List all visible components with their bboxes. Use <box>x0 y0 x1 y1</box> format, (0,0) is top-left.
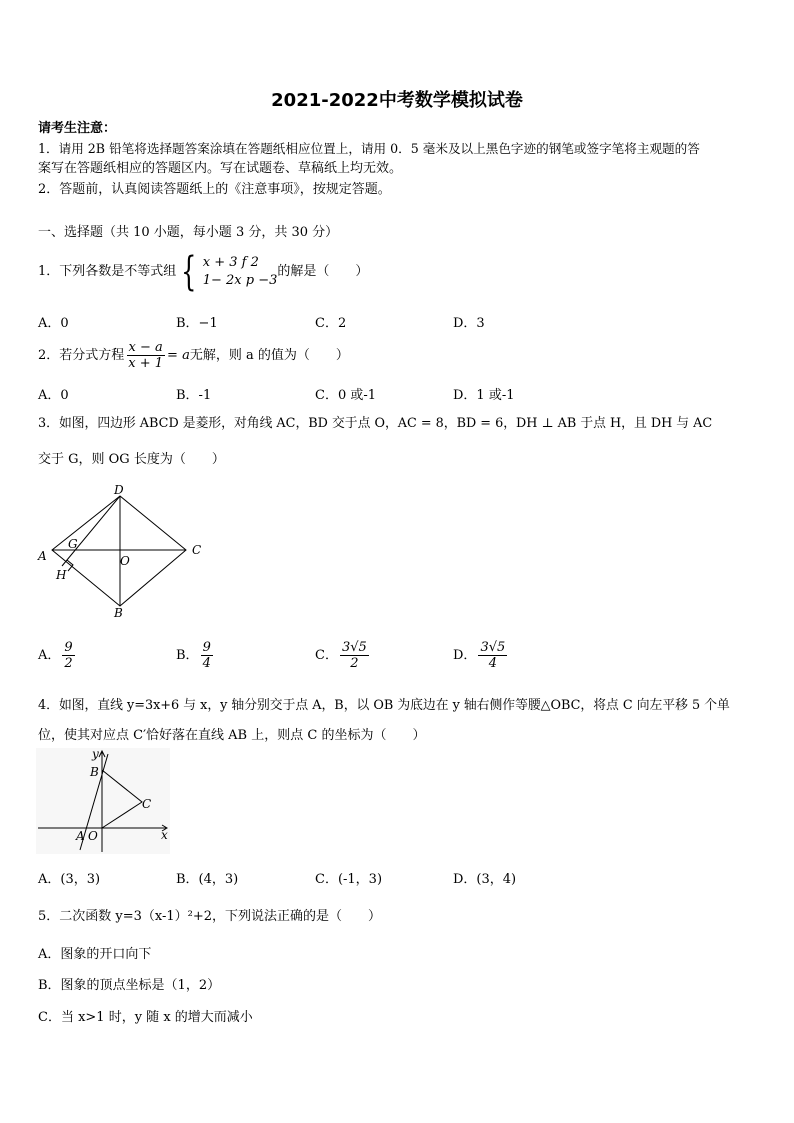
q3-option-a: A． $\frac{9}{2}$ <box>38 640 73 671</box>
q1-option-d: D．3 <box>453 316 485 331</box>
right-angle-mark <box>67 560 73 571</box>
q1-option-b: B．−1 <box>176 316 218 331</box>
q1-option-a: A．0 <box>38 316 69 331</box>
q4-option-b: B．(4，3) <box>176 872 239 887</box>
q1-inequality-system <box>176 248 278 295</box>
q2-numerator: x − a <box>128 340 163 355</box>
q3-option-c-frac: $\frac{3√5}{2}$ <box>341 640 367 671</box>
q1-option-c: C．2 <box>315 316 347 331</box>
q2-option-c: C．0 或-1 <box>315 388 377 403</box>
q3-option-c: C． $\frac{3√5}{2}$ <box>315 640 367 671</box>
label-x: x <box>161 828 168 842</box>
q3-option-b-frac: $\frac{9}{4}$ <box>202 640 211 671</box>
q3-option-a-frac: $\frac{9}{2}$ <box>64 640 73 671</box>
q1-suffix: 的解是（ ） <box>277 264 369 279</box>
rhombus-figure <box>34 482 214 622</box>
label-h: H <box>56 568 67 582</box>
q3-option-b: B． $\frac{9}{4}$ <box>176 640 211 671</box>
q2-option-d: D．1 或-1 <box>453 388 515 403</box>
notice-item1-line1: 1．请用 2B 铅笔将选择题答案涂填在答题纸相应位置上，请用 0．5 毫米及以上黑色字迹的钢笔或签字笔将主观题的答 <box>38 141 700 156</box>
question-5: 5．二次函数 y=3（x-1）²+2，下列说法正确的是（ ） <box>38 909 382 924</box>
q1-prefix: 1．下列各数是不等式组 <box>38 264 177 279</box>
question-2 <box>38 338 349 374</box>
q3-option-d: D． $\frac{3√5}{4}$ <box>453 640 506 671</box>
label-g: G <box>68 537 78 551</box>
q4-option-a: A．(3，3) <box>38 872 101 887</box>
q1-brace: { <box>181 248 197 295</box>
q2-prefix: 2．若分式方程 <box>38 348 125 363</box>
question-4-line1: 4．如图，直线 y=3x+6 与 x，y 轴分别交于点 A，B，以 OB 为底边在 y 轴右侧作等腰△OBC，将点 C 向左平移 5 个单 <box>38 698 730 713</box>
question-3-line2: 交于 G，则 OG 长度为（ ） <box>38 452 225 467</box>
q2-suffix: 无解，则 a 的值为（ ） <box>189 348 349 363</box>
page-title: 2021-2022中考数学模拟试卷 <box>271 90 523 111</box>
q2-option-b: B．-1 <box>176 388 212 403</box>
section-heading: 一、选择题（共 10 小题，每小题 3 分，共 30 分） <box>38 225 339 240</box>
notice-heading: 请考生注意： <box>38 121 117 136</box>
q3-option-d-frac: $\frac{3√5}{4}$ <box>480 640 506 671</box>
coordinate-figure <box>36 748 176 854</box>
question-3-line1: 3．如图，四边形 ABCD 是菱形，对角线 AC，BD 交于点 O，AC = 8，BD = 6，DH ⊥ AB 于点 H，且 DH 与 AC <box>38 416 713 431</box>
q2-equals: = a <box>167 348 190 363</box>
label-c: C <box>142 797 152 811</box>
q1-row2: 1− 2x p −3 <box>202 272 278 288</box>
label-a: A <box>76 829 85 843</box>
label-o: O <box>88 829 98 843</box>
label-b: B <box>90 765 99 779</box>
notice-item2: 2．答题前，认真阅读答题纸上的《注意事项》，按规定答题。 <box>38 182 391 197</box>
rhombus-abcd <box>52 496 186 606</box>
label-c: C <box>192 543 202 557</box>
q5-option-a: A．图象的开口向下 <box>38 947 152 962</box>
label-d: D <box>114 483 124 497</box>
q2-denominator: x + 1 <box>128 356 164 371</box>
q2-fraction <box>126 340 165 371</box>
label-a: A <box>38 549 47 563</box>
segment-dh <box>62 496 120 566</box>
q1-row1: x + 3 f 2 <box>202 254 259 270</box>
q4-option-c: C．(-1，3) <box>315 872 383 887</box>
label-o: O <box>120 554 130 568</box>
notice-item1-line2: 案写在答题纸相应的答题区内。写在试题卷、草稿纸上均无效。 <box>38 161 403 176</box>
q5-option-b: B．图象的顶点坐标是（1，2） <box>38 978 221 993</box>
question-4-line2: 位，使其对应点 C′恰好落在直线 AB 上，则点 C 的坐标为（ ） <box>38 728 426 743</box>
q4-option-d: D．(3，4) <box>453 872 517 887</box>
q2-option-a: A．0 <box>38 388 69 403</box>
q5-option-c: C．当 x>1 时，y 随 x 的增大而减小 <box>38 1010 253 1025</box>
question-1 <box>38 250 368 294</box>
label-y: y <box>92 748 99 761</box>
label-b: B <box>114 606 123 620</box>
